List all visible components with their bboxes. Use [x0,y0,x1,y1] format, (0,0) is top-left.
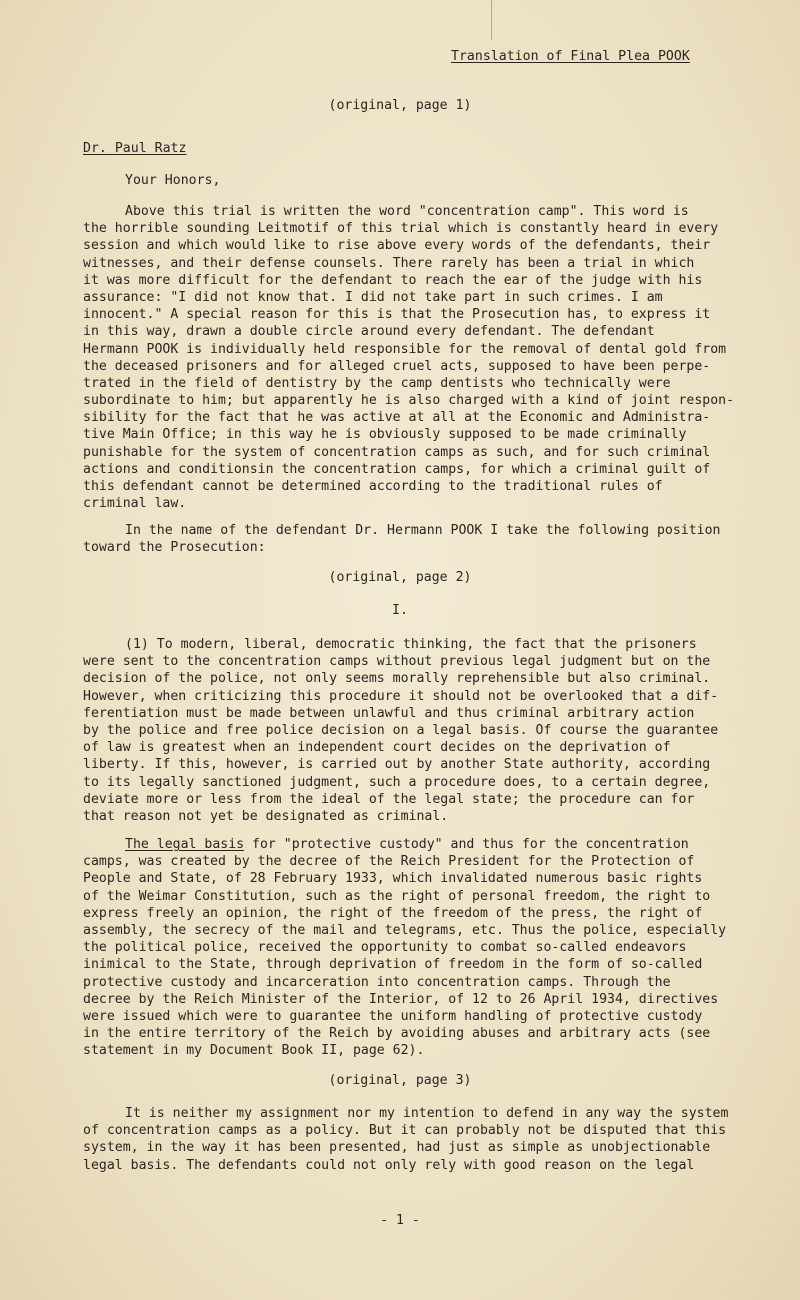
paragraph-line: subordinate to him; but apparently he is also charged with a kind of joint respon- [83,393,735,409]
paragraph-1 [83,203,773,512]
paragraph-line: of concentration camps as a policy. But it can probably not be disputed that this [83,1123,727,1139]
salutation: Your Honors, [125,173,221,188]
paragraph-line: It is neither my assignment nor my intention to defend in any way the system [125,1106,729,1121]
paragraph-line: decree by the Reich Minister of the Interior, of 12 to 26 April 1934, directives [83,991,719,1007]
paragraph-line: legal basis. The defendants could not only rely with good reason on the legal [83,1157,695,1173]
paragraph-line: to its legally sanctioned judgment, such a procedure does, to a certain degree, [83,774,711,790]
paragraph-line: this defendant cannot be determined according to the traditional rules of [83,479,663,494]
paragraph-line: express freely an opinion, the right of the freedom of the press, the right of [83,905,703,921]
paragraph-5 [83,1105,773,1174]
paragraph-line: statement in my Document Book II, page 62). [83,1043,425,1059]
paragraph-line: inimical to the State, through deprivation of freedom in the form of so-called [83,957,703,973]
paragraph-line: tive Main Office; in this way he is obviously supposed to be made criminally [83,427,687,443]
paragraph-line: People and State, of 28 February 1933, which invalidated numerous basic rights [83,871,703,887]
paragraph-line: witnesses, and their defense counsels. There rarely has been a trial in which [83,255,695,271]
defense-counsel-name: Dr. Paul Ratz [83,141,187,156]
document-title: Translation of Final Plea POOK [451,49,690,64]
paragraph-line: Hermann POOK is individually held responsible for the removal of dental gold from [83,341,727,357]
paragraph-line: (1) To modern, liberal, democratic thinking, the fact that the prisoners [125,637,697,652]
legal-basis-emphasis: The legal basis [125,837,245,852]
original-page-marker-3: (original, page 3) [328,1073,472,1088]
paragraph-4 [83,836,773,1059]
paragraph-line: criminal law. [83,496,187,512]
paragraph-line: assembly, the secrecy of the mail and telegrams, etc. Thus the police, especially [83,922,727,938]
paragraph-3 [83,636,773,825]
paper-fold-mark [491,0,492,40]
paragraph-line: it was more difficult for the defendant to reach the ear of the judge with his [83,272,703,288]
original-page-marker-1: (original, page 1) [328,98,472,113]
paragraph-line: of the Weimar Constitution, such as the right of personal freedom, the right to [83,888,711,904]
paragraph-line: of law is greatest when an independent court decides on the deprivation of [83,740,671,756]
paragraph-line: assurance: "I did not know that. I did not take part in such crimes. I am [83,289,663,305]
paragraph-line: Above this trial is written the word "concentration camp". This word is [125,204,689,219]
paragraph-2 [83,522,773,556]
paragraph-line: system, in the way it has been presented, had just as simple as unobjectionable [83,1140,711,1156]
paragraph-line [83,836,773,853]
paragraph-line: in this way, drawn a double circle around every defendant. The defendant [83,324,655,340]
paragraph-line: deviate more or less from the ideal of the legal state; the procedure can for [83,791,695,807]
paragraph-line: the deceased prisoners and for alleged cruel acts, supposed to have been perpe- [83,358,711,374]
paragraph-line: by the police and free police decision on a legal basis. Of course the guarantee [83,722,719,738]
paragraph-line: liberty. If this, however, is carried out by another State authority, according [83,757,711,773]
original-page-marker-2: (original, page 2) [328,570,472,585]
paragraph-line: the political police, received the opportunity to combat so-called endeavors [83,940,687,956]
paragraph-line: innocent." A special reason for this is that the Prosecution has, to express it [83,307,711,323]
paragraph-line: that reason not yet be designated as criminal. [83,808,449,824]
paragraph-line: were sent to the concentration camps without previous legal judgment but on the [83,654,711,670]
paragraph-line: punishable for the system of concentration camps as such, and for such criminal [83,444,711,460]
paragraph-line: camps, was created by the decree of the Reich President for the Protection of [83,854,695,870]
paragraph-line: the horrible sounding Leitmotif of this trial which is constantly heard in every [83,221,719,237]
paragraph-line: were issued which were to guarantee the uniform handling of protective custody [83,1008,703,1024]
paragraph-line: session and which would like to rise above every words of the defendants, their [83,238,711,254]
paragraph-line: In the name of the defendant Dr. Hermann POOK I take the following position [125,523,721,538]
paragraph-line: protective custody and incarceration into concentration camps. Through the [83,974,671,990]
paragraph-line: decision of the police, not only seems morally reprehensible but also criminal. [83,671,711,687]
paragraph-line: in the entire territory of the Reich by avoiding abuses and arbitrary acts (see [83,1026,711,1042]
paragraph-line: However, when criticizing this procedure it should not be overlooked that a dif- [83,688,719,704]
page-number: - 1 - [380,1213,420,1228]
paragraph-line: actions and conditionsin the concentration camps, for which a criminal guilt of [83,461,711,477]
paragraph-line: toward the Prosecution: [83,540,266,556]
paragraph-line: sibility for the fact that he was active at all at the Economic and Administra- [83,410,711,426]
paragraph-line: trated in the field of dentistry by the camp dentists who technically were [83,375,671,391]
paragraph-line: ferentiation must be made between unlawful and thus criminal arbitrary action [83,705,695,721]
roman-numeral-heading: I. [392,603,408,618]
paragraph-line-rest: for "protective custody" and thus for the concentration [244,837,689,852]
